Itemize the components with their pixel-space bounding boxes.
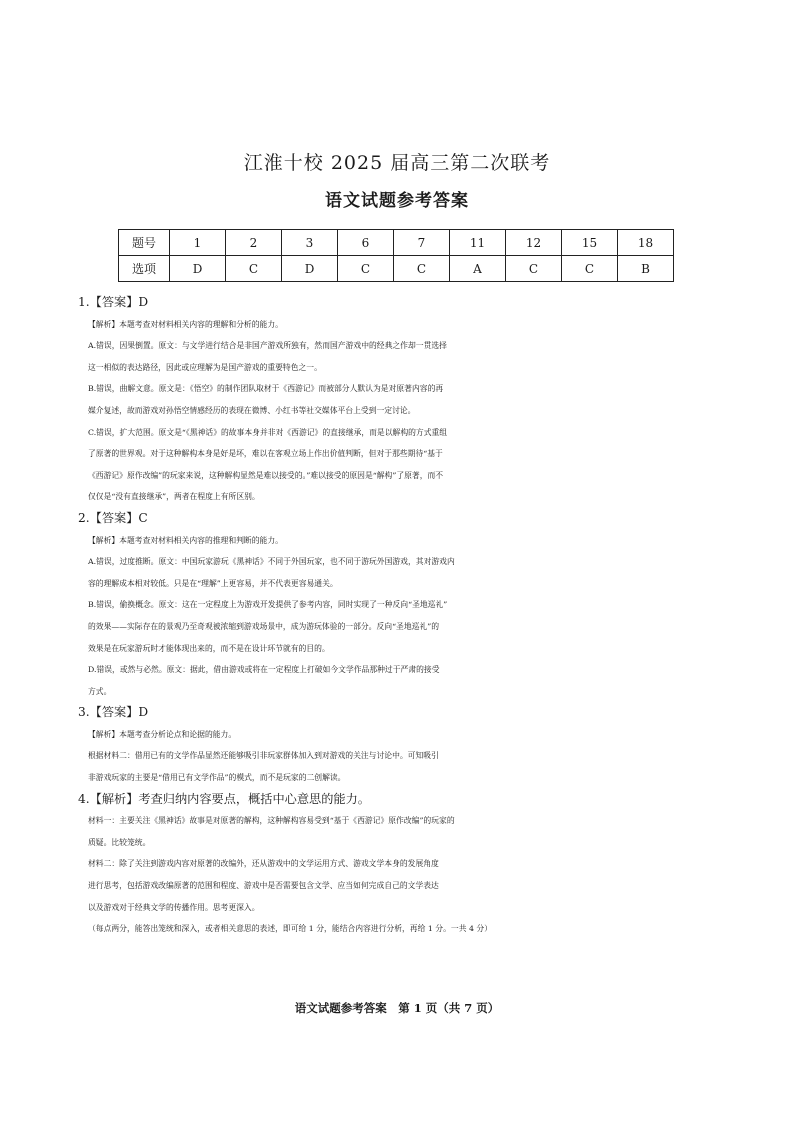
- text-line: 以及游戏对于经典文学的传播作用。思考更深入。: [88, 902, 260, 912]
- text-line: 媒介复述，故而游戏对孙悟空情感经历的表现在微博、小红书等社交媒体平台上受到一定讨论。: [88, 405, 416, 415]
- text-line: 方式。: [88, 686, 112, 696]
- answer-option: C: [506, 256, 562, 282]
- row-label-number: 题号: [119, 230, 170, 256]
- text-line: 《西游记》原作改编”的玩家来说，这种解构显然是难以接受的。”难以接受的原因是“解构”了原著，而不: [88, 470, 444, 480]
- answer-option: D: [170, 256, 226, 282]
- answer-table-row-options: [119, 256, 674, 282]
- text-line: B.错误，曲解文意。原文是：《悟空》的制作团队取材于《西游记》而被部分人默认为是对原著内容的再: [88, 384, 444, 394]
- text-line: 根据材料二：借用已有的文学作品显然还能够吸引非玩家群体加入到对游戏的关注与讨论中。可知吸引: [88, 751, 439, 761]
- text-line: （每点两分，能答出笼统和深入，或者相关意思的表述，即可给 1 分，能结合内容进行分析，再给 1 分。一共 4 分）: [88, 924, 492, 934]
- text-line: A.错误，因果倒置。原文：与文学进行结合是非国产游戏所独有，然而国产游戏中的经典之作却一贯选择: [88, 341, 447, 351]
- text-line: 这一相似的表达路径，因此或应理解为是国产游戏的重要特色之一。: [88, 362, 322, 372]
- question-number: 7: [394, 230, 450, 256]
- text-line: D.错误，或然与必然。原文：据此，借由游戏或将在一定程度上打破如今文学作品那种过于严肃的接受: [88, 665, 440, 675]
- answer-option: D: [282, 256, 338, 282]
- text-line: 了原著的世界观。对于这种解构本身是好是坏，难以在客观立场上作出价值判断，但对于那些期待“基于: [88, 449, 443, 459]
- question-number: 3: [282, 230, 338, 256]
- text-line: 非游戏玩家的主要是“借用已有文学作品”的模式，而不是玩家的二创解读。: [88, 773, 346, 783]
- text-line: 1.【答案】D: [78, 295, 149, 309]
- text-line: 2.【答案】C: [78, 510, 148, 525]
- text-line: 材料二：除了关注到游戏内容对原著的改编外，还从游戏中的文学运用方式、游戏文学本身的发展角度: [88, 859, 439, 869]
- answer-option: C: [562, 256, 618, 282]
- answer-table-row-numbers: [119, 230, 674, 256]
- page-footer: 语文试题参考答案 第 1 页（共 7 页）: [294, 1001, 500, 1015]
- text-line: B.错误，偷换概念。原文：这在一定程度上为游戏开发提供了参考内容，同时实现了一种反向“圣地巡礼”: [88, 600, 448, 610]
- text-line: 【解析】本题考查对材料相关内容的推理和判断的能力。: [88, 535, 283, 545]
- question-number: 11: [450, 230, 506, 256]
- text-line: 容的理解成本相对较低。只是在“理解”上更容易，并不代表更容易通关。: [88, 578, 338, 588]
- text-line: A.错误，过度推断。原文：中国玩家游玩《黑神话》不同于外国玩家，也不同于游玩外国游戏，其对游戏内: [88, 557, 455, 567]
- question-number: 2: [226, 230, 282, 256]
- text-line: 进行思考，包括游戏改编原著的范围和程度、游戏中是否需要包含文学、应当如何完成自己的文学表达: [88, 881, 439, 891]
- question-number: 15: [562, 230, 618, 256]
- text-line: 4.【解析】考查归纳内容要点，概括中心意思的能力。: [78, 791, 370, 806]
- answer-option: C: [394, 256, 450, 282]
- text-line: 的效果——实际存在的景观乃至奇观被浓缩到游戏场景中，成为游玩体验的一部分。反向“圣地巡礼”的: [88, 621, 440, 631]
- question-number: 1: [170, 230, 226, 256]
- answer-table: [118, 229, 674, 282]
- question-number: 6: [338, 230, 394, 256]
- answer-explanations: [78, 292, 718, 940]
- text-line: 【解析】本题考查分析论点和论据的能力。: [88, 729, 237, 739]
- text-line: 效果是在玩家游玩时才能体现出来的，而不是在设计环节就有的目的。: [88, 643, 330, 653]
- answer-option: C: [338, 256, 394, 282]
- question-number: 12: [506, 230, 562, 256]
- text-line: 【解析】本题考查对材料相关内容的理解和分析的能力。: [88, 319, 283, 329]
- text-line: 仅仅是“没有直接继承”，两者在程度上有所区别。: [88, 492, 260, 502]
- question-number: 18: [618, 230, 674, 256]
- answer-option: B: [618, 256, 674, 282]
- document-subtitle: 语文试题参考答案: [325, 191, 469, 211]
- document-title: 江淮十校 2025 届高三第二次联考: [243, 152, 551, 174]
- answer-option: A: [450, 256, 506, 282]
- text-line: C.错误，扩大范围。原文是“《黑神话》的故事本身并非对《西游记》的直接继承，而是以解构的方式重组: [88, 427, 448, 437]
- text-line: 3.【答案】D: [78, 705, 149, 720]
- text-line: 质疑。比较笼统。: [88, 837, 151, 847]
- text-line: 材料一：主要关注《黑神话》故事是对原著的解构，这种解构容易受到“基于《西游记》原作改编”的玩家的: [88, 816, 455, 826]
- row-label-option: 选项: [119, 256, 170, 282]
- answer-option: C: [226, 256, 282, 282]
